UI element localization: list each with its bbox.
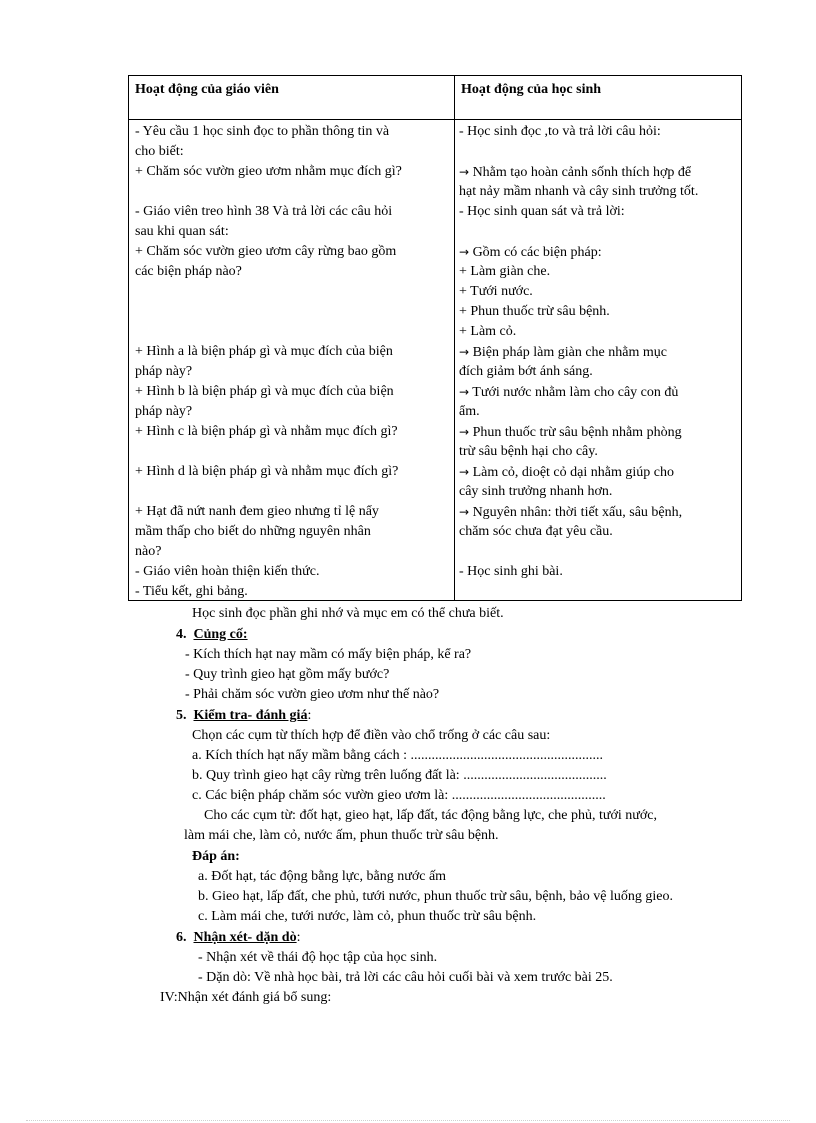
- section-5-heading: [176, 706, 311, 726]
- student-line: [459, 382, 741, 402]
- student-line: [459, 302, 741, 322]
- student-line-text: Biện pháp làm giàn che nhằm mục: [469, 345, 667, 360]
- student-line-text: trừ sâu bệnh hại cho cây.: [459, 444, 598, 459]
- table-header-divider: [129, 119, 741, 120]
- student-line-text: Tưới nước nhằm làm cho cây con đủ: [469, 385, 679, 400]
- s4-item: - Quy trình gieo hạt gồm mấy bước?: [185, 667, 390, 682]
- section-6-title: Nhận xét- dặn dò: [193, 930, 297, 945]
- section-6-number: 6.: [176, 930, 187, 945]
- teacher-line: [135, 322, 451, 342]
- right-arrow-icon: →: [459, 425, 470, 439]
- teacher-line: - Yêu cầu 1 học sinh đọc to phần thông tin và: [135, 124, 390, 139]
- student-line-text: cây sinh trưởng nhanh hơn.: [459, 484, 613, 499]
- teacher-line: + Hạt đã nứt nanh đem gieo nhưng tỉ lệ nẩy: [135, 504, 379, 519]
- s5-item: c. Các biện pháp chăm sóc vườn gieo ươm là: ............................................: [192, 788, 606, 803]
- student-line: [459, 442, 741, 462]
- teacher-line: mầm thấp cho biết do những nguyên nhân: [135, 524, 371, 539]
- s5-item: a. Kích thích hạt nẩy mầm bằng cách : .......................................................: [192, 748, 603, 763]
- student-line: [459, 202, 741, 222]
- teacher-line: - Tiểu kết, ghi bảng.: [135, 584, 248, 599]
- teacher-line: [135, 482, 451, 502]
- teacher-line: nào?: [135, 544, 162, 559]
- section-4-title: Củng cố:: [193, 627, 248, 642]
- teacher-column-header: Hoạt động của giáo viên: [135, 82, 279, 97]
- section-6-heading: [176, 928, 300, 948]
- student-line-text: hạt nảy mầm nhanh và cây sinh trưởng tốt.: [459, 184, 699, 199]
- page-bottom-dotted-border: [26, 1120, 790, 1121]
- student-activities-cell: [459, 122, 741, 582]
- section-5-title: Kiểm tra- đánh giá: [193, 708, 308, 723]
- student-line: [459, 362, 741, 382]
- student-line: [459, 262, 741, 282]
- note-line: Học sinh đọc phần ghi nhớ và mục em có thể chưa biết.: [192, 606, 504, 621]
- right-arrow-icon: →: [459, 245, 470, 259]
- student-line: [459, 182, 741, 202]
- student-line-text: Gồm có các biện pháp:: [469, 245, 602, 260]
- teacher-line: [135, 442, 451, 462]
- student-line: [459, 342, 741, 362]
- teacher-line: [135, 182, 451, 202]
- section-5-number: 5.: [176, 708, 187, 723]
- student-line: [459, 142, 741, 162]
- section-5-colon: :: [307, 708, 312, 723]
- section-iv-heading: IV:Nhận xét đánh giá bổ sung:: [160, 990, 332, 1005]
- student-line-text: Nguyên nhân: thời tiết xấu, sâu bệnh,: [469, 505, 683, 520]
- teacher-line: [135, 282, 451, 302]
- student-line-text: chăm sóc chưa đạt yêu cầu.: [459, 524, 613, 539]
- section-6-colon: :: [296, 930, 301, 945]
- student-line: [459, 222, 741, 242]
- student-line-text: đích giảm bớt ánh sáng.: [459, 364, 593, 379]
- student-line: [459, 562, 741, 582]
- student-line: [459, 322, 741, 342]
- teacher-line: + Chăm sóc vườn gieo ươm cây rừng bao gồm: [135, 244, 397, 259]
- student-line-text: - Học sinh quan sát và trả lời:: [459, 204, 625, 219]
- phrase-bank-line-2: làm mái che, làm cỏ, nước ấm, phun thuốc trừ sâu bệnh.: [184, 828, 499, 843]
- teacher-line: + Chăm sóc vườn gieo ươm nhằm mục đích gì?: [135, 164, 402, 179]
- teacher-line: - Giáo viên treo hình 38 Và trả lời các câu hỏi: [135, 204, 393, 219]
- student-line-text: ẩm.: [459, 404, 480, 419]
- teacher-line: + Hình c là biện pháp gì và nhằm mục đích gì?: [135, 424, 398, 439]
- s4-item: - Kích thích hạt nay mầm có mấy biện pháp, kể ra?: [185, 647, 472, 662]
- student-line: [459, 542, 741, 562]
- teacher-line: sau khi quan sát:: [135, 224, 229, 239]
- teacher-line: + Hình b là biện pháp gì và mục đích của biện: [135, 384, 394, 399]
- student-line: [459, 242, 741, 262]
- student-line: [459, 522, 741, 542]
- student-line: [459, 402, 741, 422]
- student-line: [459, 482, 741, 502]
- student-line: [459, 422, 741, 442]
- s4-item: - Phải chăm sóc vườn gieo ươm như thế nào?: [185, 687, 440, 702]
- student-line-text: - Học sinh đọc ,to và trả lời câu hỏi:: [459, 124, 661, 139]
- student-line: [459, 502, 741, 522]
- right-arrow-icon: →: [459, 345, 470, 359]
- student-line-text: + Làm giàn che.: [459, 264, 551, 279]
- answer-item: c. Làm mái che, tưới nước, làm cỏ, phun thuốc trừ sâu bệnh.: [198, 909, 537, 924]
- answer-title: Đáp án:: [192, 849, 240, 864]
- section-4-number: 4.: [176, 627, 187, 642]
- teacher-line: pháp này?: [135, 404, 193, 419]
- s5-item: b. Quy trình gieo hạt cây rừng trên luống đất là: .........................................: [192, 768, 607, 783]
- student-line-text: + Làm cỏ.: [459, 324, 517, 339]
- answer-item: a. Đốt hạt, tác động bằng lực, bằng nước ấm: [198, 869, 447, 884]
- student-line-text: Phun thuốc trừ sâu bệnh nhằm phòng: [469, 425, 682, 440]
- table-column-divider: [454, 76, 455, 600]
- student-line: [459, 162, 741, 182]
- student-line-text: Làm cỏ, dioệt cỏ dại nhằm giúp cho: [469, 465, 674, 480]
- teacher-line: + Hình d là biện pháp gì và nhằm mục đích gì?: [135, 464, 399, 479]
- right-arrow-icon: →: [459, 465, 470, 479]
- student-column-header: Hoạt động của học sinh: [461, 82, 602, 97]
- section-4-heading: [176, 625, 248, 645]
- student-line: [459, 122, 741, 142]
- right-arrow-icon: →: [459, 385, 470, 399]
- lesson-activity-table: [128, 75, 742, 601]
- student-line-text: - Học sinh ghi bài.: [459, 564, 563, 579]
- teacher-activities-cell: [135, 122, 451, 602]
- s5-intro: Chọn các cụm từ thích hợp để điền vào chổ trống ở các câu sau:: [192, 728, 551, 743]
- teacher-line: + Hình a là biện pháp gì và mục đích của biện: [135, 344, 393, 359]
- teacher-line: các biện pháp nào?: [135, 264, 242, 279]
- right-arrow-icon: →: [459, 165, 470, 179]
- teacher-line: cho biết:: [135, 144, 184, 159]
- student-line-text: + Phun thuốc trừ sâu bệnh.: [459, 304, 610, 319]
- student-line-text: + Tưới nước.: [459, 284, 533, 299]
- s6-item: - Dặn dò: Về nhà học bài, trả lời các câu hỏi cuối bài và xem trước bài 25.: [198, 970, 613, 985]
- phrase-bank-line-1: Cho các cụm từ: đốt hạt, gieo hạt, lấp đất, tác động bằng lực, che phủ, tưới nước,: [204, 808, 657, 823]
- answer-item: b. Gieo hạt, lấp đất, che phủ, tưới nước, phun thuốc trừ sâu, bệnh, bảo vệ luống gieo.: [198, 889, 673, 904]
- s6-item: - Nhận xét về thái độ học tập của học sinh.: [198, 950, 438, 965]
- teacher-line: [135, 302, 451, 322]
- student-line-text: Nhằm tạo hoàn cảnh sốnh thích hợp để: [469, 165, 692, 180]
- right-arrow-icon: →: [459, 505, 470, 519]
- teacher-line: pháp này?: [135, 364, 193, 379]
- student-line: [459, 282, 741, 302]
- teacher-line: - Giáo viên hoàn thiện kiến thức.: [135, 564, 320, 579]
- student-line: [459, 462, 741, 482]
